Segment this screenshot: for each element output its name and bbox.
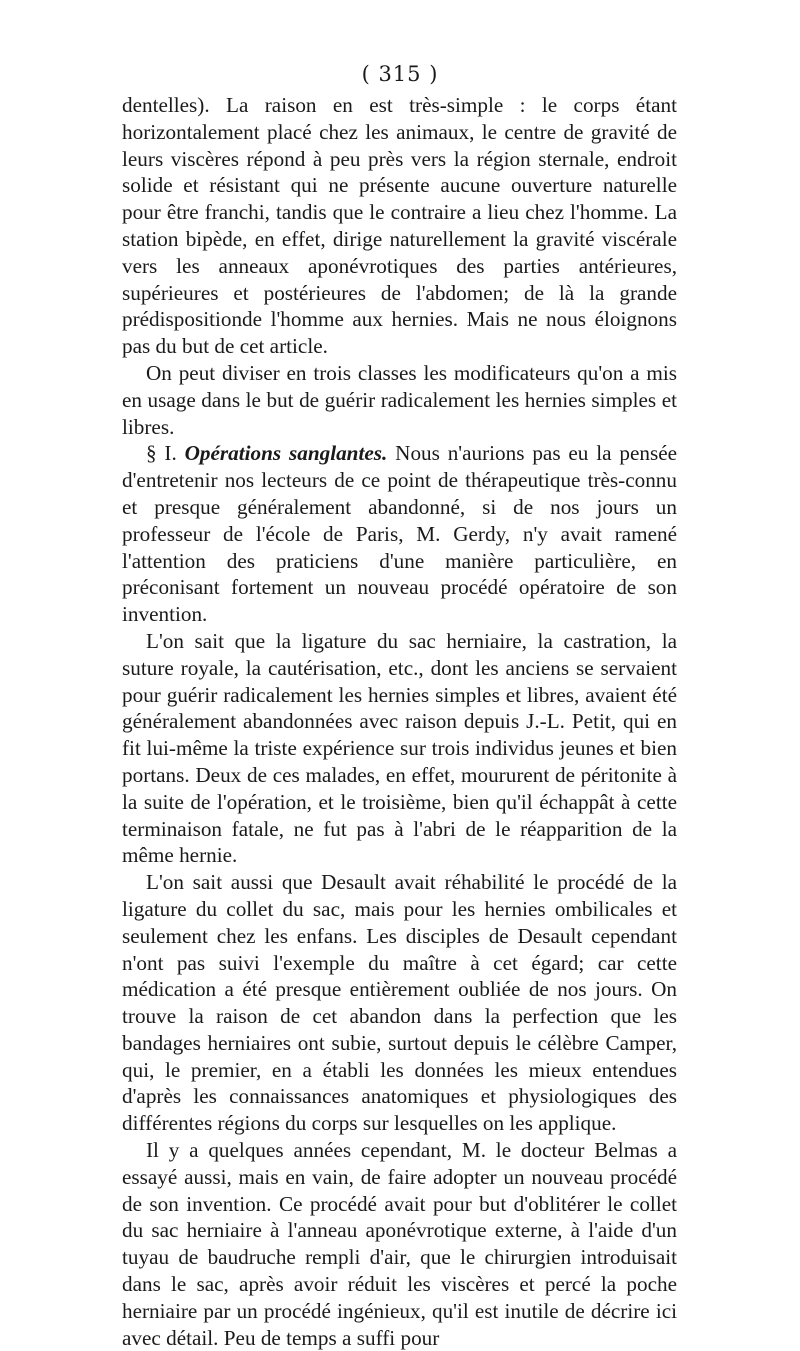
paragraph-5: L'on sait aussi que Desault avait réhabilité le procédé de la ligature du collet du sac, mais pour les hernies ombilicales et seulement chez les enfans. Les disciples de Desault cependant n'ont pas suivi l'exemple du maître à cet égard; car cette médication a été presque entièrement oubliée de nos jours. On trouve la raison de cet abandon dans la perfection que les bandages herniaires ont subie, surtout depuis le célèbre Camper, qui, le premier, en a établi les données les mieux entendues d'après les connaissances anatomiques et physiologiques des différentes régions du corps sur lesquelles on les applique.	[122, 870, 677, 1136]
paragraph-3	[122, 440, 677, 628]
paragraph-4: L'on sait que la ligature du sac herniaire, la castration, la suture royale, la cautérisation, etc., dont les anciens se servaient pour guérir radicalement les hernies simples et libres, avaient été généralement abandonnées avec raison depuis J.-L. Petit, qui en fit lui-même la triste expérience sur trois individus jeunes et bien portans. Deux de ces malades, en effet, moururent de péritonite à la suite de l'opération, et le troisième, bien qu'il échappât à cette terminaison fatale, ne fut pas à l'abri de le réapparition de la même hernie.	[122, 628, 677, 868]
paragraph-3-body: Nous n'aurions pas eu la pensée d'entretenir nos lecteurs de ce point de thérapeutique très-connu et presque généralement abandonné, si de nos jours un professeur de l'école de Paris, M. Gerdy, n'y avait ramené l'attention des praticiens d'une manière particulière, en préconisant fortement un nouveau procédé opératoire de son invention.	[122, 441, 677, 627]
page-number: ( 315 )	[361, 62, 439, 86]
section-title: Opérations sanglantes.	[184, 441, 388, 466]
paragraph-1: dentelles). La raison en est très-simple : le corps étant horizontalement placé chez les animaux, le centre de gravité de leurs viscères répond à peu près vers la région sternale, endroit solide et résistant qui ne présente aucune ouverture naturelle pour être franchi, tandis que le contraire a lieu chez l'homme. La station bipède, en effet, dirige naturellement la gravité viscérale vers les anneaux aponévrotiques des parties antérieures, supérieures et postérieures de l'abdomen; de là la grande prédispositionde l'homme aux hernies. Mais ne nous éloignons pas du but de cet article.	[122, 93, 677, 359]
body-text	[122, 92, 677, 1351]
paragraph-6: Il y a quelques années cependant, M. le docteur Belmas a essayé aussi, mais en vain, de faire adopter un nouveau procédé de son invention. Ce procédé avait pour but d'oblitérer le collet du sac herniaire à l'anneau aponévrotique externe, à l'aide d'un tuyau de baudruche rempli d'air, que le chirurgien introduisait dans le sac, après avoir réduit les viscères et percé la poche herniaire par un procédé ingénieux, qu'il est inutile de décrire ici avec détail. Peu de temps a suffi pour	[122, 1138, 677, 1350]
section-number: § I.	[146, 441, 177, 466]
paragraph-2: On peut diviser en trois classes les modificateurs qu'on a mis en usage dans le but de guérir radicalement les hernies simples et libres.	[122, 360, 677, 439]
